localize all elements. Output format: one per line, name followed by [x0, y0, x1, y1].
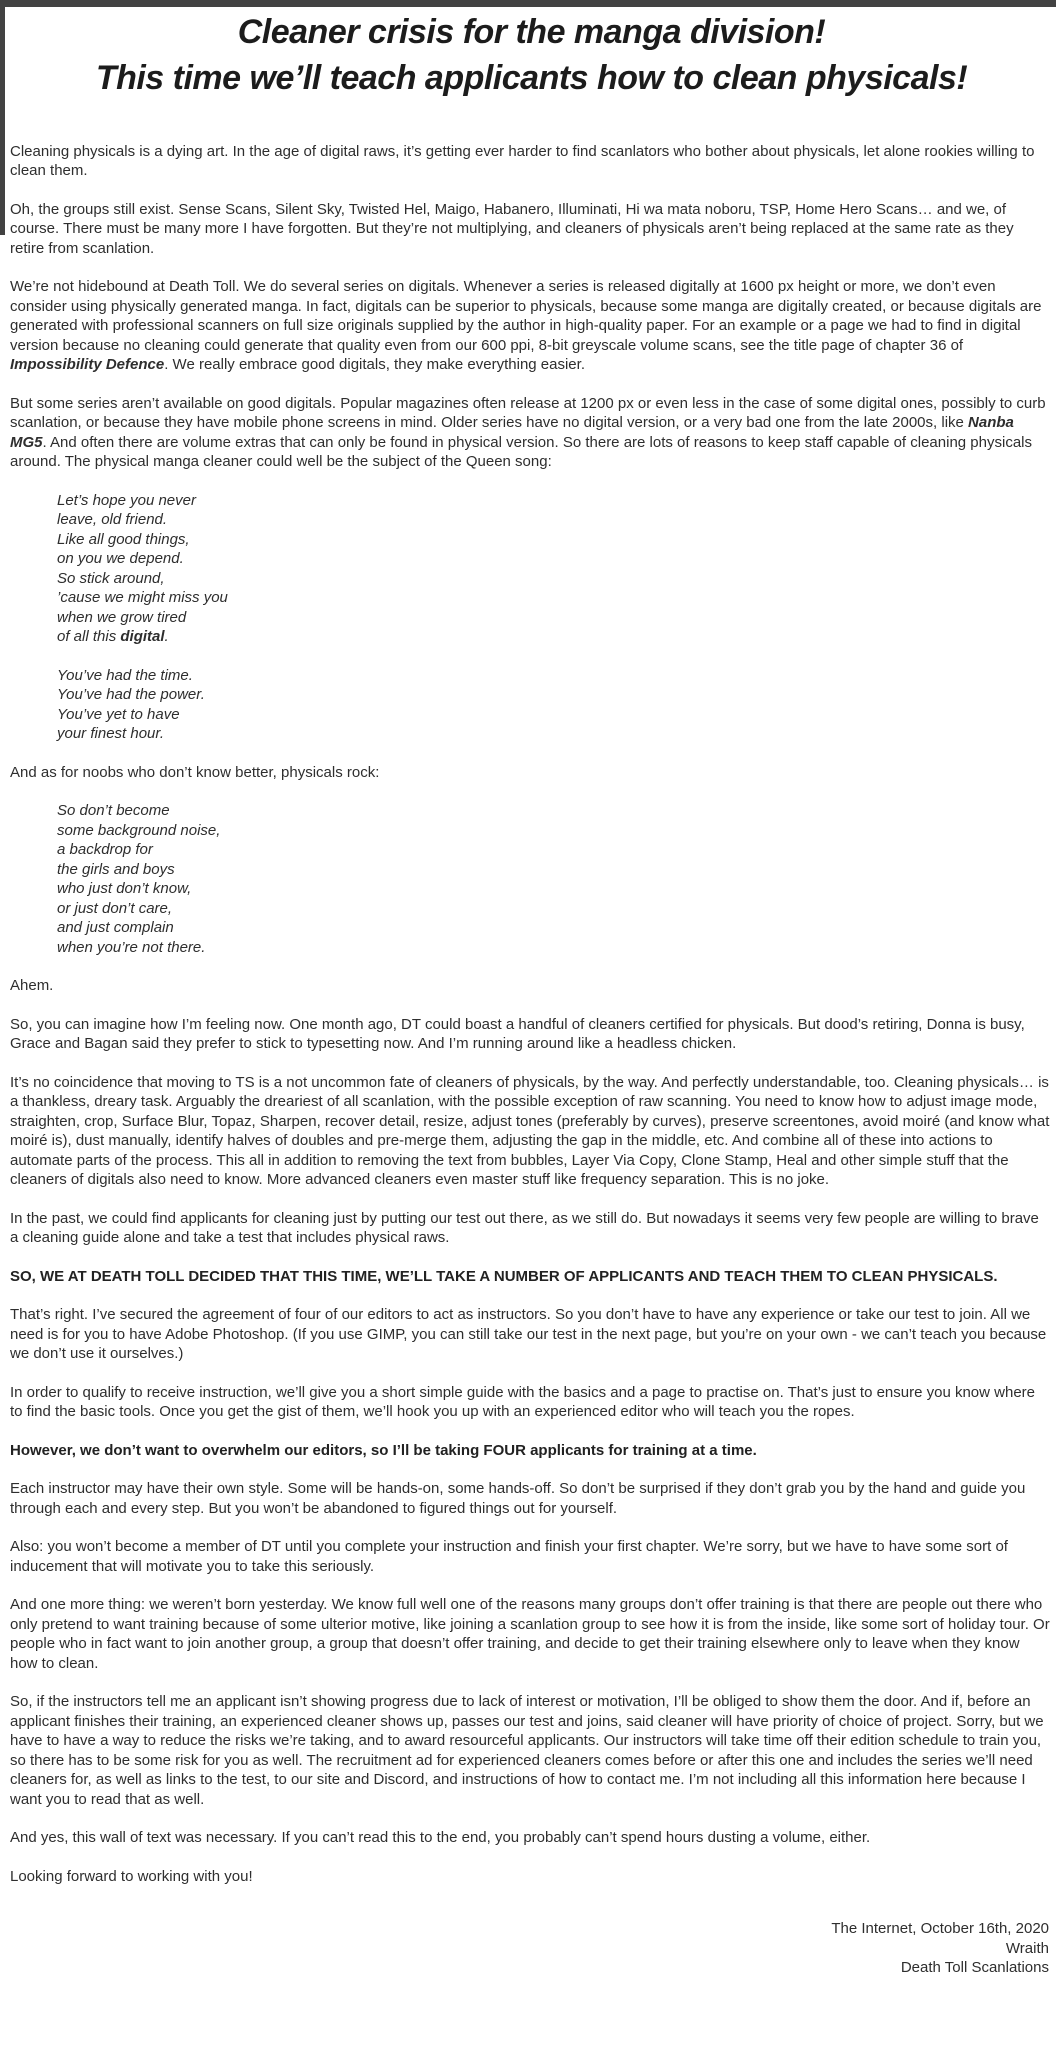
paragraph — [10, 1692, 1050, 1809]
text-run: And one more thing: we weren’t born yesterday. We know full well one of the reasons many groups don’t offer training is that there are people out there who only pretend to want training because of some ulterior motive, like joining a scanlation group to see how it is from the inside, like some sort of holiday tour. Or people who in fact want to join another group, a group that doesn’t offer training, and decide to get their training elsewhere only to leave when they know how to clean. — [10, 1596, 1050, 1672]
text-run: You’ve yet to have — [57, 705, 180, 723]
text-run: . — [164, 628, 169, 646]
text-run: You’ve had the power. — [57, 686, 205, 704]
paragraph — [10, 1537, 1050, 1576]
text-run: when we grow tired — [57, 608, 187, 626]
text-run: So stick around, — [57, 569, 165, 587]
paragraph — [10, 394, 1050, 472]
lyrics-quote — [57, 801, 1050, 957]
title-line-2: This time we’ll teach applicants how to clean physicals! — [95, 58, 968, 97]
text-run: . We really embrace good digitals, they make everything easier. — [164, 356, 585, 374]
paragraph — [10, 142, 1050, 181]
lyrics-quote — [57, 666, 1050, 744]
page-title — [10, 10, 1053, 102]
paragraph — [10, 1828, 1050, 1848]
text-run: digital — [120, 628, 165, 646]
paragraph — [10, 1267, 1050, 1287]
text-run: Like all good things, — [57, 530, 190, 548]
text-run: And as for noobs who don’t know better, physicals rock: — [10, 763, 380, 781]
text-run: ’cause we might miss you — [57, 589, 228, 607]
text-run: who just don’t know, — [57, 880, 192, 898]
text-run: Ahem. — [10, 977, 54, 995]
text-run: However, we don’t want to overwhelm our editors, so I’ll be taking FOUR applicants for training at a time. — [10, 1441, 757, 1459]
text-run: of all this — [57, 628, 121, 646]
paragraph — [10, 277, 1050, 375]
text-run: a backdrop for — [57, 841, 153, 859]
signature-location-date: The Internet, October 16th, 2020 — [831, 1920, 1049, 1938]
text-run: Oh, the groups still exist. Sense Scans, Silent Sky, Twisted Hel, Maigo, Habanero, Illuminati, Hi wa mata noboru, TSP, Home Hero Scans… and we, of course. There must be many more I have forgotten. But they’re not multiplying, and cleaners of physicals aren’t being replaced at the same rate as they retire from scanlation. — [10, 200, 1014, 257]
text-run: In the past, we could find applicants for cleaning just by putting our test out there, as we still do. But nowadays it seems very few people are willing to brave a cleaning guide alone and take a test that includes physical raws. — [10, 1209, 1039, 1247]
paragraph — [10, 1383, 1050, 1422]
text-run: . And often there are volume extras that can only be found in physical version. So there are lots of reasons to keep staff capable of cleaning physicals around. The physical manga cleaner could well be the subject of the Queen song: — [10, 433, 1032, 471]
left-edge-artifact — [0, 0, 5, 235]
text-run: In order to qualify to receive instruction, we’ll give you a short simple guide with the basics and a page to practise on. That’s just to ensure you know where to find the basic tools. Once you get the gist of them, we’ll hook you up with an experienced editor who will teach you the ropes. — [10, 1383, 1036, 1421]
text-run: Let’s hope you never — [57, 491, 196, 509]
text-run: Impossibility Defence — [10, 356, 165, 374]
signature-block — [0, 1905, 1063, 2008]
text-run: on you we depend. — [57, 550, 184, 568]
text-run: But some series aren’t available on good digitals. Popular magazines often release at 1200 px or even less in the case of some digital ones, possibly to curb scanlation, or because they have mobile phone screens in mind. Older series have no digital version, or a very bad one from the late 2000s, like — [10, 394, 1046, 432]
text-run: So, you can imagine how I’m feeling now. One month ago, DT could boast a handful of cleaners certified for physicals. But dood’s retiring, Donna is busy, Grace and Bagan said they prefer to stick to typesetting now. And I’m running around like a headless chicken. — [10, 1015, 1025, 1053]
text-run: some background noise, — [57, 821, 221, 839]
text-run: So, if the instructors tell me an applicant isn’t showing progress due to lack of interest or motivation, I’ll be obliged to show them the door. And if, before an applicant finishes their training, an experienced cleaner shows up, passes our test and joins, said cleaner will have priority of choice of project. Sorry, but we have to have a way to reduce the risks we’re taking, and to award resourceful applicants. Our instructors will take time off their edition schedule to train you, so there has to be some risk for you as well. The recruitment ad for experienced cleaners comes before or after this one and includes the series we’ll need cleaners for, as well as links to the test, to our site and Discord, and instructions of how to contact me. I’m not including all this information here because I want you to read that as well. — [10, 1693, 1044, 1808]
text-run: and just complain — [57, 919, 174, 937]
paragraph — [10, 1209, 1050, 1248]
text-run: That’s right. I’ve secured the agreement of four of our editors to act as instructors. So you don’t have to have any experience or take our test to join. All we need is for you to have Adobe Photoshop. (If you use GIMP, you can still take our test in the next page, but you’re on your own - we can’t teach you because we don’t use it ourselves.) — [10, 1306, 1047, 1363]
paragraph — [10, 1073, 1050, 1190]
text-run: or just don’t care, — [57, 899, 173, 917]
top-edge-artifact — [0, 0, 1056, 7]
text-run: Looking forward to working with you! — [10, 1867, 253, 1885]
text-run: Each instructor may have their own style. Some will be hands-on, some hands-off. So don’t be surprised if they don’t grab you by the hand and guide you through each and every step. But you won’t be abandoned to figured things out for yourself. — [10, 1480, 1026, 1517]
paragraph — [10, 200, 1050, 259]
paragraph — [10, 1867, 1050, 1887]
text-run: So don’t become — [57, 802, 170, 820]
text-run: And yes, this wall of text was necessary. If you can’t read this to the end, you probably can’t spend hours dusting a volume, either. — [10, 1829, 871, 1847]
paragraph — [10, 1015, 1050, 1054]
paragraph — [10, 976, 1050, 996]
lyrics-quote — [57, 491, 1050, 647]
text-run: your finest hour. — [57, 725, 164, 743]
text-run: Also: you won’t become a member of DT until you complete your instruction and finish your first chapter. We’re sorry, but we have to have some sort of inducement that will motivate you to take this seriously. — [10, 1538, 1008, 1575]
text-run: SO, WE AT DEATH TOLL DECIDED THAT THIS TIME, WE’LL TAKE A NUMBER OF APPLICANTS AND TEACH THEM TO CLEAN PHYSICALS. — [10, 1267, 998, 1285]
signature-author: Wraith — [1005, 1939, 1049, 1957]
paragraph — [10, 1441, 1050, 1461]
text-run: It’s no coincidence that moving to TS is a not uncommon fate of cleaners of physicals, by the way. And perfectly understandable, too. Cleaning physicals… is a thankless, dreary task. Arguably the dreariest of all scanlation, with the possible exception of raw scanning. You need to know how to adjust image mode, straighten, crop, Surface Blur, Topaz, Sharpen, recover detail, resize, adjust tones (preferably by curves), preserve screentones, avoid moiré (and know what moiré is), dust manually, identify halves of doubles and pre-merge them, adjusting the gap in the middle, etc. And combine all of these into actions to automate parts of the process. This all in addition to removing the text from bubbles, Layer Via Copy, Clone Stamp, Heal and other simple stuff that the cleaners of digitals also need to know. More advanced cleaners even master stuff like frequency separation. This is no joke. — [10, 1073, 1050, 1189]
text-run: You’ve had the time. — [57, 666, 193, 684]
paragraph — [10, 763, 1050, 783]
text-run: Cleaning physicals is a dying art. In the age of digital raws, it’s getting ever harder to find scanlators who bother about physicals, let alone rookies willing to clean them. — [10, 142, 1035, 180]
text-run: We’re not hidebound at Death Toll. We do several series on digitals. Whenever a series is released digitally at 1600 px height or more, we don’t even consider using physically generated manga. In fact, digitals can be superior to physicals, because some manga are digitally created, or because digitals are generated with professional scanners on full size originals supplied by the author in high-quality paper. For an example or a page we had to find in digital version because no cleaning could generate that quality even from our 600 ppi, 8-bit greyscale volume scans, see the title page of chapter 36 of — [10, 278, 1042, 354]
signature-group: Death Toll Scanlations — [900, 1959, 1049, 1977]
text-run: Nanba MG5 — [10, 414, 1014, 451]
paragraph — [10, 1479, 1050, 1518]
paragraph — [10, 1305, 1050, 1364]
document-body — [0, 102, 1063, 1887]
text-run: the girls and boys — [57, 860, 175, 878]
paragraph — [10, 1595, 1050, 1673]
text-run: when you’re not there. — [57, 938, 206, 956]
title-line-1: Cleaner crisis for the manga division! — [237, 13, 826, 51]
text-run: leave, old friend. — [57, 511, 168, 529]
